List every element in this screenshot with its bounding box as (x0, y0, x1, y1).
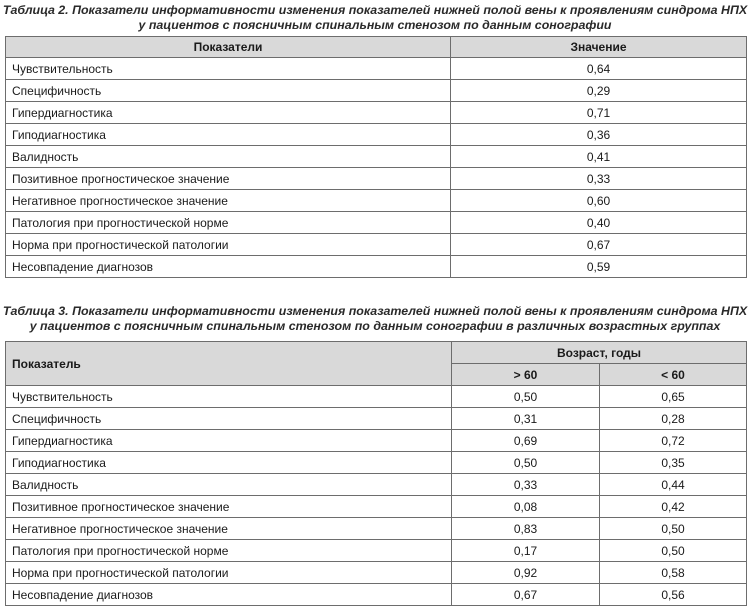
row-value: 0,41 (451, 146, 747, 168)
table-row (6, 58, 747, 80)
table-row (6, 80, 747, 102)
row-label: Валидность (6, 474, 452, 496)
table-2-header-row (6, 37, 747, 58)
table-row (6, 562, 747, 584)
value-under-60: 0,65 (600, 386, 747, 408)
value-over-60: 0,67 (452, 584, 600, 606)
row-value: 0,29 (451, 80, 747, 102)
table-3-caption (0, 304, 750, 334)
value-over-60: 0,08 (452, 496, 600, 518)
value-under-60: 0,50 (600, 518, 747, 540)
value-over-60: 0,17 (452, 540, 600, 562)
row-label: Валидность (6, 146, 451, 168)
table-row (6, 146, 747, 168)
row-value: 0,59 (451, 256, 747, 278)
value-under-60: 0,56 (600, 584, 747, 606)
table-row (6, 496, 747, 518)
table-2-caption-line-2: у пациентов с поясничным спинальным стенозом по данным сонографии (138, 18, 612, 32)
value-over-60: 0,69 (452, 430, 600, 452)
row-label: Чувствительность (6, 58, 451, 80)
row-value: 0,71 (451, 102, 747, 124)
row-label: Позитивное прогностическое значение (6, 496, 452, 518)
table-3-caption-line-2: у пациентов с поясничным спинальным стенозом по данным сонографии в различных возрастных группах (29, 319, 721, 333)
value-over-60: 0,31 (452, 408, 600, 430)
row-label: Гиподиагностика (6, 124, 451, 146)
table-row (6, 584, 747, 606)
row-label: Чувствительность (6, 386, 452, 408)
table-3-body (6, 386, 747, 606)
row-value: 0,36 (451, 124, 747, 146)
value-under-60: 0,58 (600, 562, 747, 584)
value-under-60: 0,42 (600, 496, 747, 518)
value-under-60: 0,72 (600, 430, 747, 452)
row-label: Несовпадение диагнозов (6, 584, 452, 606)
table-2-body (6, 58, 747, 278)
table-row (6, 102, 747, 124)
row-label: Специфичность (6, 80, 451, 102)
table-row (6, 190, 747, 212)
value-over-60: 0,50 (452, 386, 600, 408)
table-row (6, 474, 747, 496)
table-row (6, 256, 747, 278)
table-row (6, 430, 747, 452)
header-age-over-60: > 60 (452, 364, 600, 386)
row-label: Негативное прогностическое значение (6, 190, 451, 212)
value-under-60: 0,50 (600, 540, 747, 562)
header-indicator: Показатель (6, 342, 452, 386)
row-value: 0,33 (451, 168, 747, 190)
row-label: Специфичность (6, 408, 452, 430)
row-label: Несовпадение диагнозов (6, 256, 451, 278)
table-2-caption-line-1: Таблица 2. Показатели информативности изменения показателей нижней полой вены к проявлениям синдрома НПХ (2, 3, 748, 17)
header-value: Значение (451, 37, 747, 58)
header-age-under-60: < 60 (600, 364, 747, 386)
table-row (6, 124, 747, 146)
table-row (6, 386, 747, 408)
row-label: Норма при прогностической патологии (6, 234, 451, 256)
row-label: Патология при прогностической норме (6, 212, 451, 234)
table-row (6, 452, 747, 474)
value-over-60: 0,33 (452, 474, 600, 496)
value-under-60: 0,44 (600, 474, 747, 496)
value-over-60: 0,50 (452, 452, 600, 474)
value-under-60: 0,35 (600, 452, 747, 474)
row-value: 0,60 (451, 190, 747, 212)
table-row (6, 540, 747, 562)
row-label: Гипердиагностика (6, 430, 452, 452)
value-over-60: 0,92 (452, 562, 600, 584)
row-label: Гиподиагностика (6, 452, 452, 474)
row-value: 0,67 (451, 234, 747, 256)
row-label: Гипердиагностика (6, 102, 451, 124)
row-label: Патология при прогностической норме (6, 540, 452, 562)
table-row (6, 518, 747, 540)
table-3 (5, 341, 747, 606)
header-indicators: Показатели (6, 37, 451, 58)
row-label: Норма при прогностической патологии (6, 562, 452, 584)
table-2-caption (0, 3, 750, 33)
value-under-60: 0,28 (600, 408, 747, 430)
row-value: 0,40 (451, 212, 747, 234)
table-3-caption-line-1: Таблица 3. Показатели информативности изменения показателей нижней полой вены к проявлениям синдрома НПХ (2, 304, 748, 318)
row-value: 0,64 (451, 58, 747, 80)
table-row (6, 168, 747, 190)
table-2 (5, 36, 747, 278)
table-row (6, 408, 747, 430)
row-label: Позитивное прогностическое значение (6, 168, 451, 190)
header-age-group: Возраст, годы (452, 342, 747, 364)
row-label: Негативное прогностическое значение (6, 518, 452, 540)
value-over-60: 0,83 (452, 518, 600, 540)
table-row (6, 234, 747, 256)
table-row (6, 212, 747, 234)
table-3-header-row-1 (6, 342, 747, 364)
